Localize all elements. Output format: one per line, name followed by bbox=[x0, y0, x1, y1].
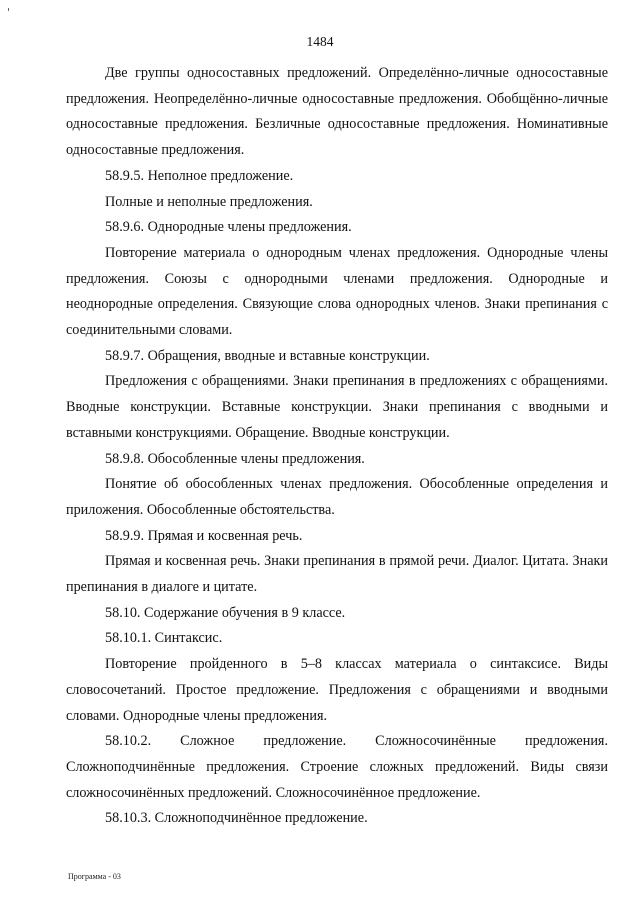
heading-58-9-9: 58.9.9. Прямая и косвенная речь. bbox=[105, 527, 303, 544]
paragraph-one-member-sentence-groups: Две группы односоставных предложений. Определённо-личные односоставные предложения. Неопределённо-личные односоставные предложения. Обобщённо-личные односоставные предложения. Безличные односоставные предложения. Номинативные односоставные предложения. bbox=[66, 65, 608, 159]
footer-program-label: Программа - 03 bbox=[68, 872, 121, 881]
heading-58-10-3: 58.10.3. Сложноподчинённое предложение. bbox=[105, 810, 368, 827]
heading-58-10-2: 58.10.2. Сложное предложение. Сложносочинённые предложения. Сложноподчинённые предложения. Строение сложных предложений. Виды связи сложносочинённых предложений. Сложносочинённое предложение. bbox=[66, 733, 608, 801]
paragraph-isolated-members: Понятие об обособленных членах предложения. Обособленные определения и приложения. Обособленные обстоятельства. bbox=[66, 476, 608, 518]
heading-58-9-5: 58.9.5. Неполное предложение. bbox=[105, 167, 294, 184]
heading-58-9-7: 58.9.7. Обращения, вводные и вставные конструкции. bbox=[105, 347, 430, 364]
page-number: 1484 bbox=[306, 34, 334, 49]
scan-edge-mark bbox=[8, 8, 9, 11]
paragraph-direct-indirect-speech: Прямая и косвенная речь. Знаки препинания в прямой речи. Диалог. Цитата. Знаки препинания в диалоге и цитате. bbox=[66, 553, 608, 596]
heading-58-10: 58.10. Содержание обучения в 9 классе. bbox=[105, 604, 346, 621]
document-body bbox=[66, 61, 608, 832]
paragraph-complete-incomplete: Полные и неполные предложения. bbox=[105, 193, 313, 210]
paragraph-syntax-review: Повторение пройденного в 5–8 классах материала о синтаксисе. Виды словосочетаний. Простое предложение. Предложения с обращениями и вводными словами. Однородные члены предложения. bbox=[66, 656, 608, 724]
heading-58-10-1: 58.10.1. Синтаксис. bbox=[105, 630, 223, 647]
heading-58-9-6: 58.9.6. Однородные члены предложения. bbox=[105, 219, 352, 236]
paragraph-addresses-parenthetical: Предложения с обращениями. Знаки препинания в предложениях с обращениями. Вводные конструкции. Вставные конструкции. Знаки препинания с вводными и вставными конструкциями. Обращение. Вводные конструкции. bbox=[66, 373, 608, 441]
heading-58-9-8: 58.9.8. Обособленные члены предложения. bbox=[105, 450, 365, 467]
paragraph-homogeneous-members: Повторение материала о однородным членах предложения. Однородные члены предложения. Союзы с однородными членами предложения. Однородные и неоднородные определения. Связующие слова однородных членов. Знаки препинания с соединительными словами. bbox=[66, 244, 608, 339]
